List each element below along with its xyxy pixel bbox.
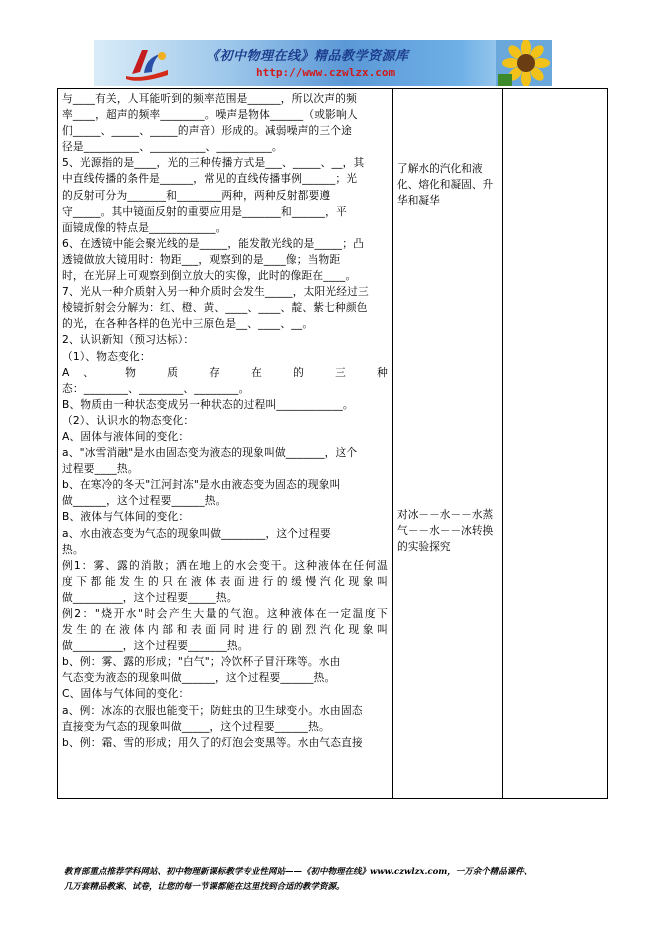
text-line: a、例：冰冻的衣服也能变干；防蛀虫的卫生球变小。水由固态 <box>62 703 363 717</box>
text-line: 做______，这个过程要______热。 <box>62 494 227 508</box>
table-divider <box>392 89 393 798</box>
text-line: 直接变为气态的现象叫做_____，这个过程要______热。 <box>62 719 330 733</box>
text-line: 发生的在液体内部和表面同时进行的剧烈汽化现象叫 <box>62 623 388 637</box>
text-line: 时，在光屏上可观察到倒立放大的实像，此时的像距在____。 <box>62 269 357 283</box>
text-line: b、例：雾、露的形成；"白气"；冷饮杯子冒汗珠等。水由 <box>62 655 341 669</box>
text-line: 态：________、________、________。 <box>62 381 250 395</box>
lesson-content <box>62 91 388 751</box>
text-line: 例1：雾、露的消散；洒在地上的水会变干。这种液体在任何温 <box>62 558 388 572</box>
text-line: b、例：霜、雪的形成；用久了的灯泡会变黑等。水由气态直接 <box>62 735 363 749</box>
text-line: A、固体与液体间的变化： <box>62 429 190 443</box>
text-line: 率____，超声的频率________。噪声是物体______（或影响人 <box>62 108 358 122</box>
text-line: 度下都能发生的只在液体表面进行的缓慢汽化现象叫 <box>62 574 388 588</box>
text-line: 例2："烧开水"时会产生大量的气泡。这种液体在一定温度下 <box>62 607 388 620</box>
text-line: 面镜成像的特点是____________。 <box>62 220 227 234</box>
logo-icon <box>122 46 172 82</box>
text-line: 与____有关，人耳能听到的频率范围是______，所以次声的频 <box>62 92 357 105</box>
text-line: （2）、认识水的物态变化： <box>62 413 195 427</box>
objective-note: 了解水的汽化和液化、熔化和凝固、升华和凝华 <box>397 162 494 207</box>
sunflower-icon <box>496 40 552 86</box>
text-line: 热。 <box>62 542 84 556</box>
text-line: 的光，在各种各样的色光中三原色是__、____、__。 <box>62 317 314 331</box>
banner-url[interactable]: http://www.czwlzx.com <box>256 66 396 79</box>
footer-line: 教育部重点推荐学科网站、初中物理新课标教学专业性网站——《初中物理在线》www.czwlzx.com，一万余个精品课件、 <box>64 867 533 877</box>
header-banner <box>94 40 552 86</box>
text-line: C、固体与气体间的变化： <box>62 687 190 701</box>
text-line: （1）、物态变化： <box>62 349 151 363</box>
text-line: 做_________，这个过程要_______热。 <box>62 639 249 653</box>
text-line: 径是__________、__________、__________。 <box>62 140 283 154</box>
banner-title: 《初中物理在线》精品教学资源库 <box>206 49 409 64</box>
text-line: 中直线传播的条件是______，常见的直线传播事例______；光 <box>62 172 358 186</box>
text-line: 守_____。其中镜面反射的重要应用是_______和______，平 <box>62 204 347 218</box>
text-line: 6、在透镜中能会聚光线的是_____，能发散光线的是_____；凸 <box>62 236 364 250</box>
text-line: 2、认识新知（预习达标）： <box>62 333 195 347</box>
lesson-table <box>57 88 608 799</box>
text-line: B、物质由一种状态变成另一种状态的过程叫____________。 <box>62 397 354 411</box>
footer-line: 几万套精品教案、试卷，让您的每一节课都能在这里找到合适的教学资源。 <box>64 882 345 892</box>
text-line: 透镜做放大镜用时：物距___，观察到的是____像；当物距 <box>62 252 341 266</box>
text-line: a、水由液态变为气态的现象叫做________，这个过程要 <box>62 526 331 540</box>
text-line: 过程要____热。 <box>62 462 139 476</box>
text-line: 做_________，这个过程要_____热。 <box>62 590 238 604</box>
text-line: 5、光源指的是____，光的三种传播方式是___、_____、__，其 <box>62 156 365 170</box>
table-divider <box>502 89 503 798</box>
text-line: A、 物 质 存 在 的 三 种 <box>62 365 388 379</box>
text-line: 气态变为液态的现象叫做______，这个过程要______热。 <box>62 671 336 685</box>
text-line: B、液体与气体间的变化： <box>62 510 190 524</box>
footer <box>64 865 604 895</box>
text-line: 7、光从一种介质射入另一种介质时会发生_____，太阳光经过三 <box>62 285 369 299</box>
text-line: b、在寒冷的冬天"江河封冻"是水由液态变为固态的现象叫 <box>62 478 341 492</box>
text-line: a、"冰雪消融"是水由固态变为液态的现象叫做_______，这个 <box>62 446 358 460</box>
text-line: 们_____、_____、_____的声音）形成的。减弱噪声的三个途 <box>62 124 353 138</box>
text-line: 的反射可分为_______和________两种，两种反射都要遵 <box>62 188 331 202</box>
experiment-note: 对冰－－水－－水蒸气－－水－－冰转换的实验探究 <box>397 508 494 553</box>
text-line: 棱镜折射会分解为：红、橙、黄、____、____、靛、紫七种颜色 <box>62 301 368 315</box>
